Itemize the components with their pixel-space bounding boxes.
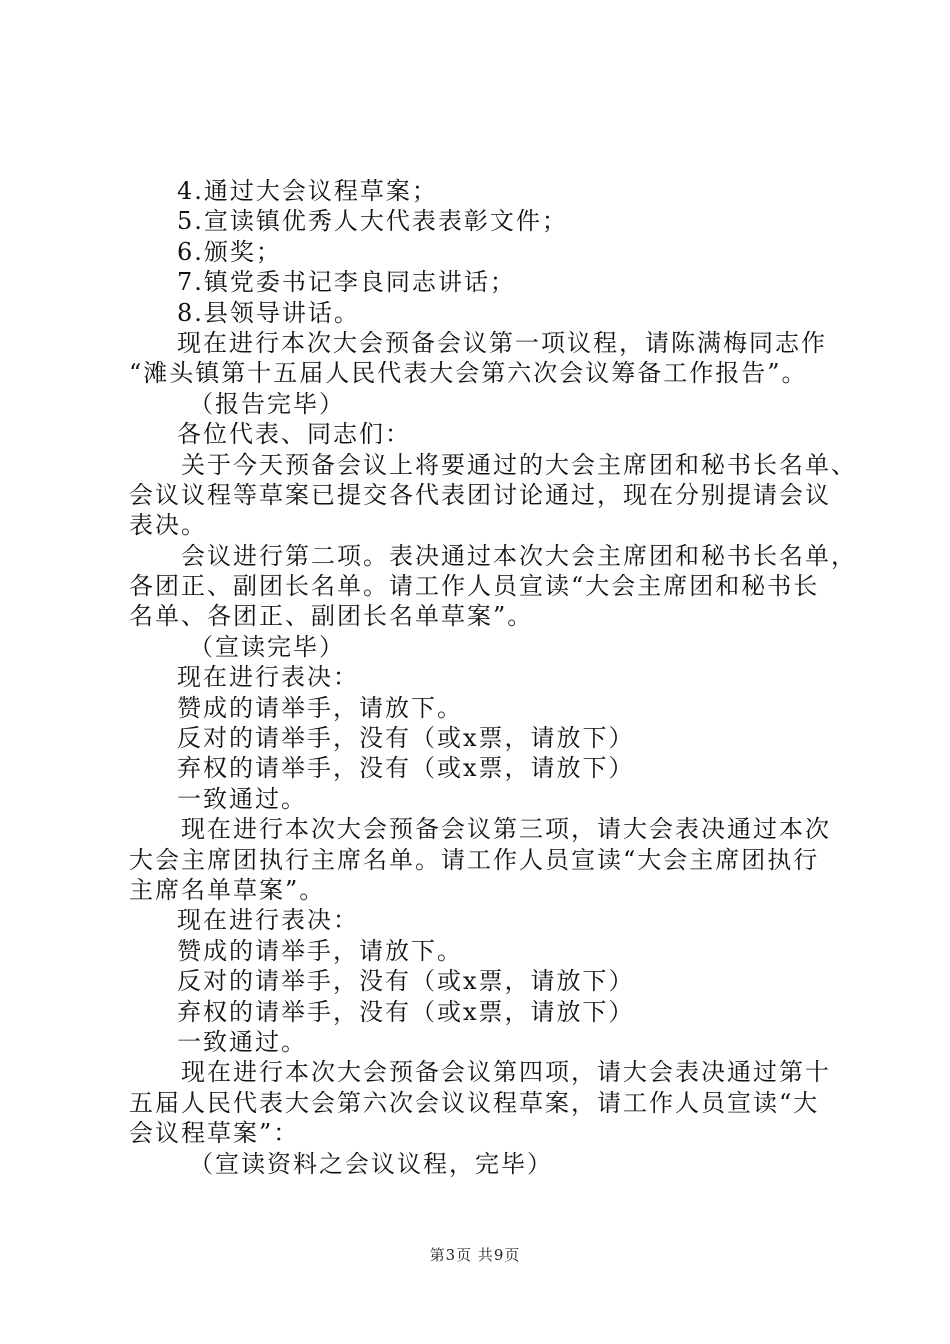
paragraph-line: 反对的请举手，没有（或x票，请放下） xyxy=(177,724,635,753)
paragraph-line: 赞成的请举手，请放下。 xyxy=(177,693,463,722)
paragraph-line: 现在进行表决： xyxy=(177,663,359,692)
agenda-item-7: 7.镇党委书记李良同志讲话； xyxy=(177,268,516,297)
agenda-item-5: 5.宣读镇优秀人大代表表彰文件； xyxy=(177,207,568,236)
paragraph-line: 五届人民代表大会第六次会议议程草案，请工作人员宣读“大 xyxy=(129,1088,820,1117)
agenda-item-8: 8.县领导讲话。 xyxy=(177,298,360,327)
paragraph-line: 会议议程等草案已提交各代表团讨论通过，现在分别提请会议 xyxy=(129,480,831,509)
paragraph-line: （宣读完毕） xyxy=(189,632,345,661)
paragraph-line: 各位代表、同志们： xyxy=(177,420,411,449)
paragraph-line: 名单、各团正、副团长名单草案”。 xyxy=(129,602,534,631)
paragraph-line: 表决。 xyxy=(129,511,207,540)
paragraph-line: 一致通过。 xyxy=(177,1027,307,1056)
paragraph-line: 主席名单草案”。 xyxy=(129,875,326,904)
paragraph-line: （宣读资料之会议议程，完毕） xyxy=(189,1149,553,1178)
paragraph-line: 反对的请举手，没有（或x票，请放下） xyxy=(177,967,635,996)
paragraph-line: 弃权的请举手，没有（或x票，请放下） xyxy=(177,754,635,783)
paragraph-line: 现在进行本次大会预备会议第四项，请大会表决通过第十 xyxy=(181,1058,831,1087)
paragraph-line: （报告完毕） xyxy=(189,389,345,418)
paragraph-line: 一致通过。 xyxy=(177,784,307,813)
paragraph-line: 会议程草案”： xyxy=(129,1119,300,1148)
document-body xyxy=(129,176,857,1179)
page-number: 第3页 共9页 xyxy=(429,1246,521,1264)
agenda-item-4: 4.通过大会议程草案； xyxy=(177,177,438,205)
paragraph-line: 关于今天预备会议上将要通过的大会主席团和秘书长名单、 xyxy=(181,450,857,479)
paragraph-line: 大会主席团执行主席名单。请工作人员宣读“大会主席团执行 xyxy=(129,845,820,874)
paragraph-line: 现在进行本次大会预备会议第一项议程，请陈满梅同志作 xyxy=(177,328,827,357)
paragraph-line: 现在进行表决： xyxy=(177,906,359,935)
paragraph-line: 现在进行本次大会预备会议第三项，请大会表决通过本次 xyxy=(181,815,831,844)
paragraph-line: “滩头镇第十五届人民代表大会第六次会议筹备工作报告”。 xyxy=(129,359,808,388)
paragraph-line: 赞成的请举手，请放下。 xyxy=(177,936,463,965)
paragraph-line: 弃权的请举手，没有（或x票，请放下） xyxy=(177,997,635,1026)
paragraph-line: 会议进行第二项。表决通过本次大会主席团和秘书长名单， xyxy=(181,541,857,570)
agenda-item-6: 6.颁奖； xyxy=(177,237,282,266)
paragraph-line: 各团正、副团长名单。请工作人员宣读“大会主席团和秘书长 xyxy=(129,572,820,601)
